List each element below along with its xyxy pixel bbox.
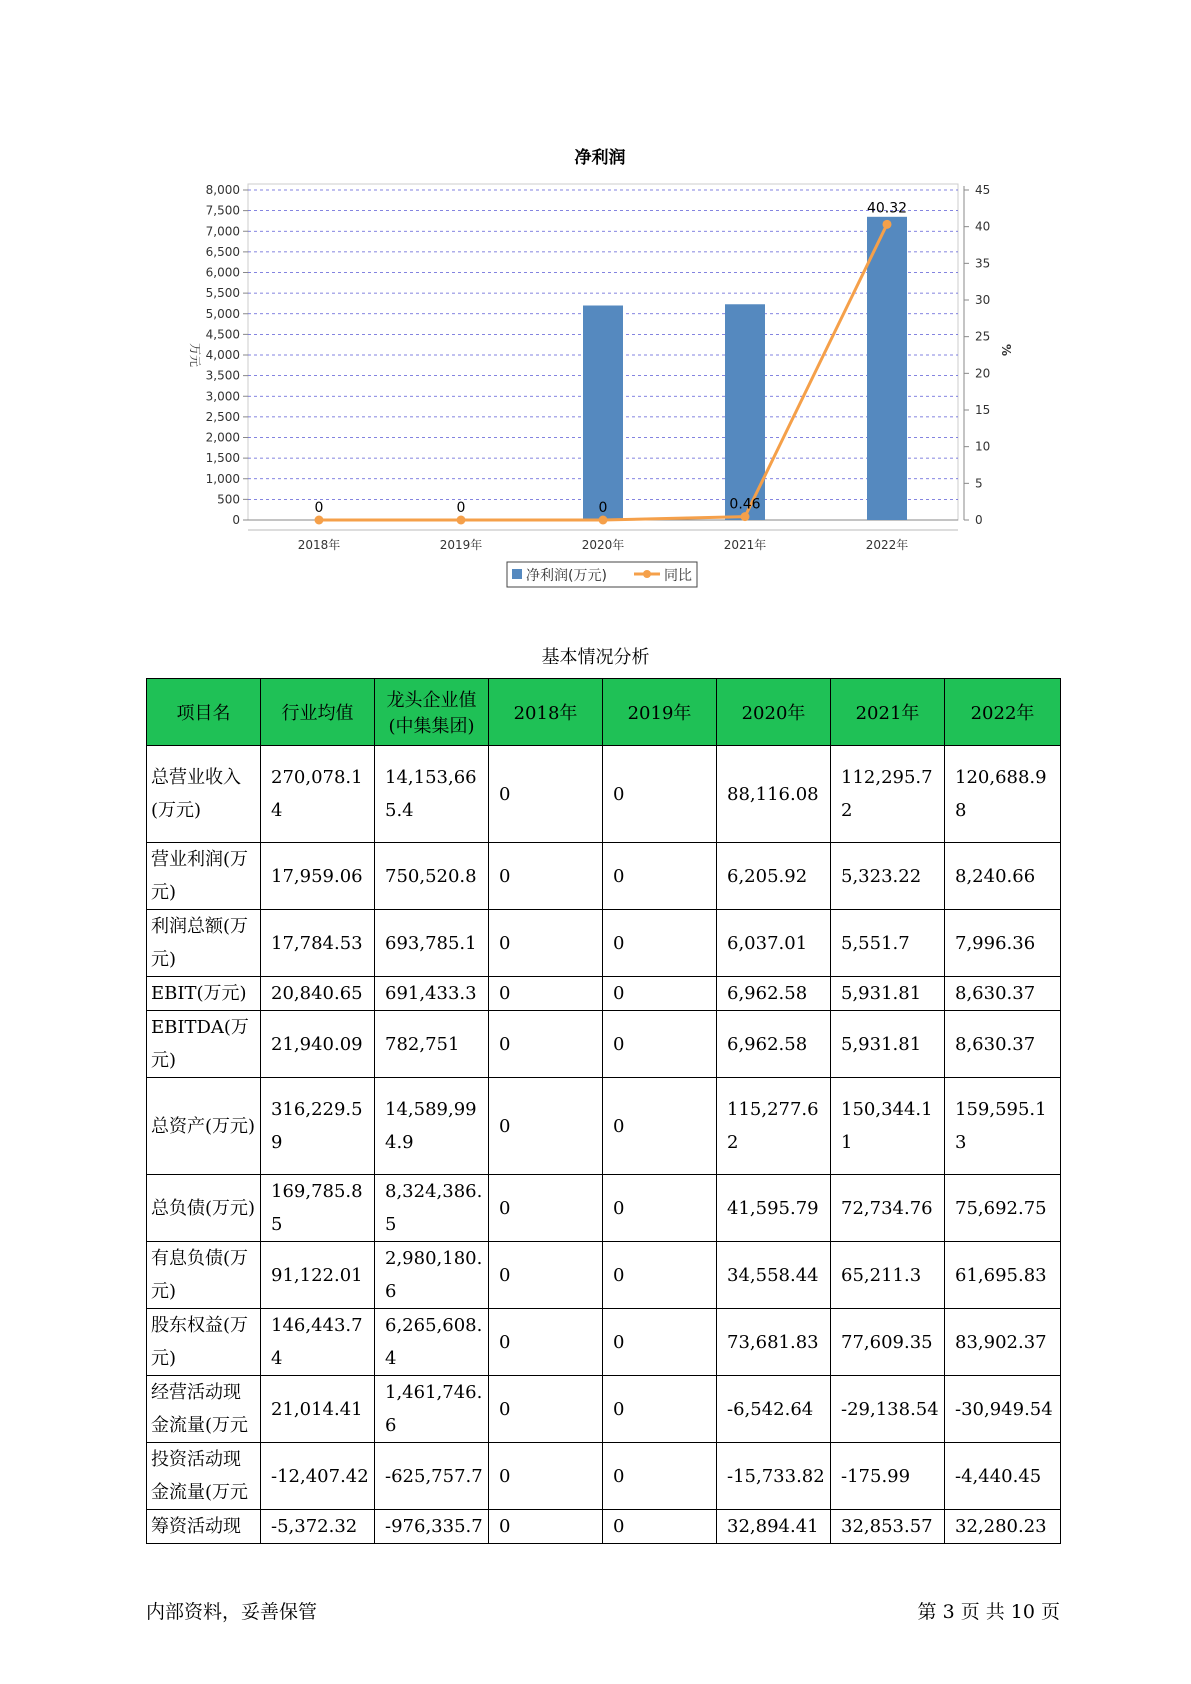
net-profit-chart xyxy=(0,0,1191,600)
legend-swatch-point xyxy=(643,570,651,578)
table-cell: 88,116.08 xyxy=(717,746,831,843)
table-cell: 0 xyxy=(603,843,717,910)
table-cell: 0 xyxy=(603,1510,717,1544)
table-cell: 115,277.62 xyxy=(717,1078,831,1175)
y2-tick-label: 40 xyxy=(975,219,991,234)
table-cell: 0 xyxy=(603,977,717,1011)
y2-tick-label: 5 xyxy=(975,476,983,491)
table-cell: 8,630.37 xyxy=(945,977,1061,1011)
table-cell: 693,785.1 xyxy=(375,910,489,977)
row-label: EBIT(万元) xyxy=(147,977,261,1011)
table-cell: 0 xyxy=(603,1011,717,1078)
table-cell: 2,980,180.6 xyxy=(375,1242,489,1309)
y2-tick-label: 25 xyxy=(975,329,991,344)
basic-analysis-table xyxy=(146,678,1061,1544)
table-cell: -6,542.64 xyxy=(717,1376,831,1443)
table-cell: 0 xyxy=(489,1376,603,1443)
table-cell: 0 xyxy=(489,1510,603,1544)
table-cell: 0 xyxy=(603,1376,717,1443)
legend-label-line: 同比 xyxy=(664,568,692,584)
table-row xyxy=(147,843,1061,910)
table-cell: 8,630.37 xyxy=(945,1011,1061,1078)
yoy-point xyxy=(599,516,608,525)
chart-title: 净利润 xyxy=(574,148,626,168)
table-title: 基本情况分析 xyxy=(541,647,650,668)
table-cell: 691,433.3 xyxy=(375,977,489,1011)
table-cell: 316,229.59 xyxy=(261,1078,375,1175)
table-cell: 0 xyxy=(603,746,717,843)
table-cell: 782,751 xyxy=(375,1011,489,1078)
table-cell: 32,280.23 xyxy=(945,1510,1061,1544)
yoy-point xyxy=(883,220,892,229)
y-tick-label: 500 xyxy=(217,492,240,507)
table-cell: 0 xyxy=(489,1175,603,1242)
table-header-cell: 2021年 xyxy=(831,679,945,746)
table-cell: 91,122.01 xyxy=(261,1242,375,1309)
table-cell: 75,692.75 xyxy=(945,1175,1061,1242)
table-header-cell: 项目名 xyxy=(147,679,261,746)
data-label: 0 xyxy=(314,500,324,516)
table-row xyxy=(147,1242,1061,1309)
table-cell: 5,931.81 xyxy=(831,977,945,1011)
row-label: EBITDA(万元) xyxy=(147,1011,261,1078)
table-header-cell: 2020年 xyxy=(717,679,831,746)
table-cell: -29,138.54 xyxy=(831,1376,945,1443)
table-row xyxy=(147,1376,1061,1443)
table-cell: 21,014.41 xyxy=(261,1376,375,1443)
table-row xyxy=(147,1011,1061,1078)
table-cell: 169,785.85 xyxy=(261,1175,375,1242)
data-label: 0 xyxy=(598,500,608,516)
row-label: 总负债(万元) xyxy=(147,1175,261,1242)
y-tick-label: 4,500 xyxy=(205,327,240,342)
table-row xyxy=(147,1078,1061,1175)
table-row xyxy=(147,746,1061,843)
table-cell: 0 xyxy=(603,1175,717,1242)
table-cell: 0 xyxy=(489,1242,603,1309)
y2-tick-label: 10 xyxy=(975,439,991,454)
y-tick-label: 7,000 xyxy=(205,224,240,239)
table-cell: -5,372.32 xyxy=(261,1510,375,1544)
bar xyxy=(583,306,623,521)
yoy-point xyxy=(315,516,324,525)
y2-tick-label: 35 xyxy=(975,256,991,271)
table-cell: 7,996.36 xyxy=(945,910,1061,977)
table-cell: 32,853.57 xyxy=(831,1510,945,1544)
table-cell: 0 xyxy=(603,1242,717,1309)
row-label: 有息负债(万元) xyxy=(147,1242,261,1309)
footer-confidential-note: 内部资料，妥善保管 xyxy=(146,1601,318,1623)
table-cell: 6,205.92 xyxy=(717,843,831,910)
y2-tick-label: 30 xyxy=(975,293,991,307)
table-cell: 20,840.65 xyxy=(261,977,375,1011)
y-tick-label: 1,500 xyxy=(205,451,240,466)
table-cell: 8,324,386.5 xyxy=(375,1175,489,1242)
table-cell: 1,461,746.6 xyxy=(375,1376,489,1443)
table-cell: 0 xyxy=(603,1078,717,1175)
y-tick-label: 5,000 xyxy=(205,306,240,321)
y-tick-label: 1,000 xyxy=(205,471,240,486)
row-label: 筹资活动现 xyxy=(147,1510,261,1544)
row-label: 股东权益(万元) xyxy=(147,1309,261,1376)
table-cell: -4,440.45 xyxy=(945,1443,1061,1510)
y2-axis-label: % xyxy=(999,343,1013,357)
y-tick-label: 3,500 xyxy=(205,368,240,383)
y-tick-label: 5,500 xyxy=(205,286,240,301)
table-cell: -976,335.7 xyxy=(375,1510,489,1544)
y-tick-label: 7,500 xyxy=(205,203,240,218)
table-cell: 0 xyxy=(489,910,603,977)
y-tick-label: 0 xyxy=(232,513,240,527)
y-tick-label: 2,000 xyxy=(205,430,240,445)
table-row xyxy=(147,1443,1061,1510)
table-cell: 0 xyxy=(603,910,717,977)
table-header-cell: 2019年 xyxy=(603,679,717,746)
table-cell: 21,940.09 xyxy=(261,1011,375,1078)
data-label: 40.32 xyxy=(866,200,908,217)
table-row xyxy=(147,1510,1061,1544)
table-cell: 77,609.35 xyxy=(831,1309,945,1376)
table-row xyxy=(147,910,1061,977)
table-cell: 0 xyxy=(489,746,603,843)
table-row xyxy=(147,1309,1061,1376)
table-cell: 41,595.79 xyxy=(717,1175,831,1242)
table-cell: 6,962.58 xyxy=(717,977,831,1011)
table-header-cell: 2018年 xyxy=(489,679,603,746)
table-cell: 0 xyxy=(489,1309,603,1376)
table-cell: 146,443.74 xyxy=(261,1309,375,1376)
table-cell: 6,962.58 xyxy=(717,1011,831,1078)
y-tick-label: 2,500 xyxy=(205,409,240,424)
table-header-cell: 行业均值 xyxy=(261,679,375,746)
y-tick-label: 4,000 xyxy=(205,348,240,362)
table-cell: 0 xyxy=(603,1309,717,1376)
table-cell: 65,211.3 xyxy=(831,1242,945,1309)
table-cell: 150,344.11 xyxy=(831,1078,945,1175)
row-label: 营业利润(万元) xyxy=(147,843,261,910)
table-cell: -625,757.7 xyxy=(375,1443,489,1510)
table-cell: -30,949.54 xyxy=(945,1376,1061,1443)
row-label: 总营业收入(万元) xyxy=(147,746,261,843)
row-label: 利润总额(万元) xyxy=(147,910,261,977)
y-tick-label: 6,000 xyxy=(205,265,240,280)
row-label: 总资产(万元) xyxy=(147,1078,261,1175)
y-tick-label: 6,500 xyxy=(205,244,240,259)
x-tick-label: 2019年 xyxy=(439,538,483,552)
table-cell: 5,931.81 xyxy=(831,1011,945,1078)
table-cell: 0 xyxy=(489,843,603,910)
table-cell: 0 xyxy=(489,1011,603,1078)
table-header-cell: 龙头企业值(中集集团) xyxy=(375,679,489,746)
table-cell: 14,589,994.9 xyxy=(375,1078,489,1175)
table-row xyxy=(147,977,1061,1011)
table-header-cell: 2022年 xyxy=(945,679,1061,746)
y-tick-label: 3,000 xyxy=(205,389,240,404)
table-cell: -12,407.42 xyxy=(261,1443,375,1510)
x-tick-label: 2020年 xyxy=(581,538,625,552)
table-cell: 6,037.01 xyxy=(717,910,831,977)
yoy-point xyxy=(457,516,466,525)
table-cell: 72,734.76 xyxy=(831,1175,945,1242)
table-cell: 0 xyxy=(489,977,603,1011)
table-cell: 750,520.8 xyxy=(375,843,489,910)
x-tick-label: 2021年 xyxy=(723,538,767,552)
footer-page-number: 第 3 页 共 10 页 xyxy=(917,1601,1060,1623)
table-cell: 61,695.83 xyxy=(945,1242,1061,1309)
y2-tick-label: 20 xyxy=(975,366,991,381)
legend-swatch-bar xyxy=(512,569,522,579)
table-cell: 8,240.66 xyxy=(945,843,1061,910)
legend-label-bar: 净利润(万元) xyxy=(526,568,607,584)
table-row xyxy=(147,1175,1061,1242)
table-cell: 17,959.06 xyxy=(261,843,375,910)
table-cell: 0 xyxy=(489,1443,603,1510)
table-cell: 32,894.41 xyxy=(717,1510,831,1544)
y-tick-label: 8,000 xyxy=(205,183,240,197)
y2-tick-label: 0 xyxy=(975,513,983,527)
table-cell: 112,295.72 xyxy=(831,746,945,843)
table-cell: 270,078.14 xyxy=(261,746,375,843)
table-cell: 0 xyxy=(603,1443,717,1510)
table-cell: -15,733.82 xyxy=(717,1443,831,1510)
table-cell: 17,784.53 xyxy=(261,910,375,977)
y-axis-label: 万元 xyxy=(188,342,202,368)
table-header-row xyxy=(147,679,1061,746)
yoy-point xyxy=(741,512,750,521)
table-cell: 34,558.44 xyxy=(717,1242,831,1309)
table-cell: 159,595.13 xyxy=(945,1078,1061,1175)
data-label: 0.46 xyxy=(729,496,761,513)
table-cell: -175.99 xyxy=(831,1443,945,1510)
x-tick-label: 2018年 xyxy=(297,538,341,552)
table-cell: 5,323.22 xyxy=(831,843,945,910)
bar xyxy=(867,217,907,520)
table-cell: 14,153,665.4 xyxy=(375,746,489,843)
table-cell: 120,688.98 xyxy=(945,746,1061,843)
row-label: 经营活动现金流量(万元 xyxy=(147,1376,261,1443)
table-cell: 73,681.83 xyxy=(717,1309,831,1376)
data-label: 0 xyxy=(456,500,466,516)
table-cell: 0 xyxy=(489,1078,603,1175)
y2-tick-label: 45 xyxy=(975,183,991,197)
row-label: 投资活动现金流量(万元 xyxy=(147,1443,261,1510)
y2-tick-label: 15 xyxy=(975,403,991,417)
table-cell: 5,551.7 xyxy=(831,910,945,977)
x-tick-label: 2022年 xyxy=(865,538,909,552)
table-cell: 6,265,608.4 xyxy=(375,1309,489,1376)
table-cell: 83,902.37 xyxy=(945,1309,1061,1376)
